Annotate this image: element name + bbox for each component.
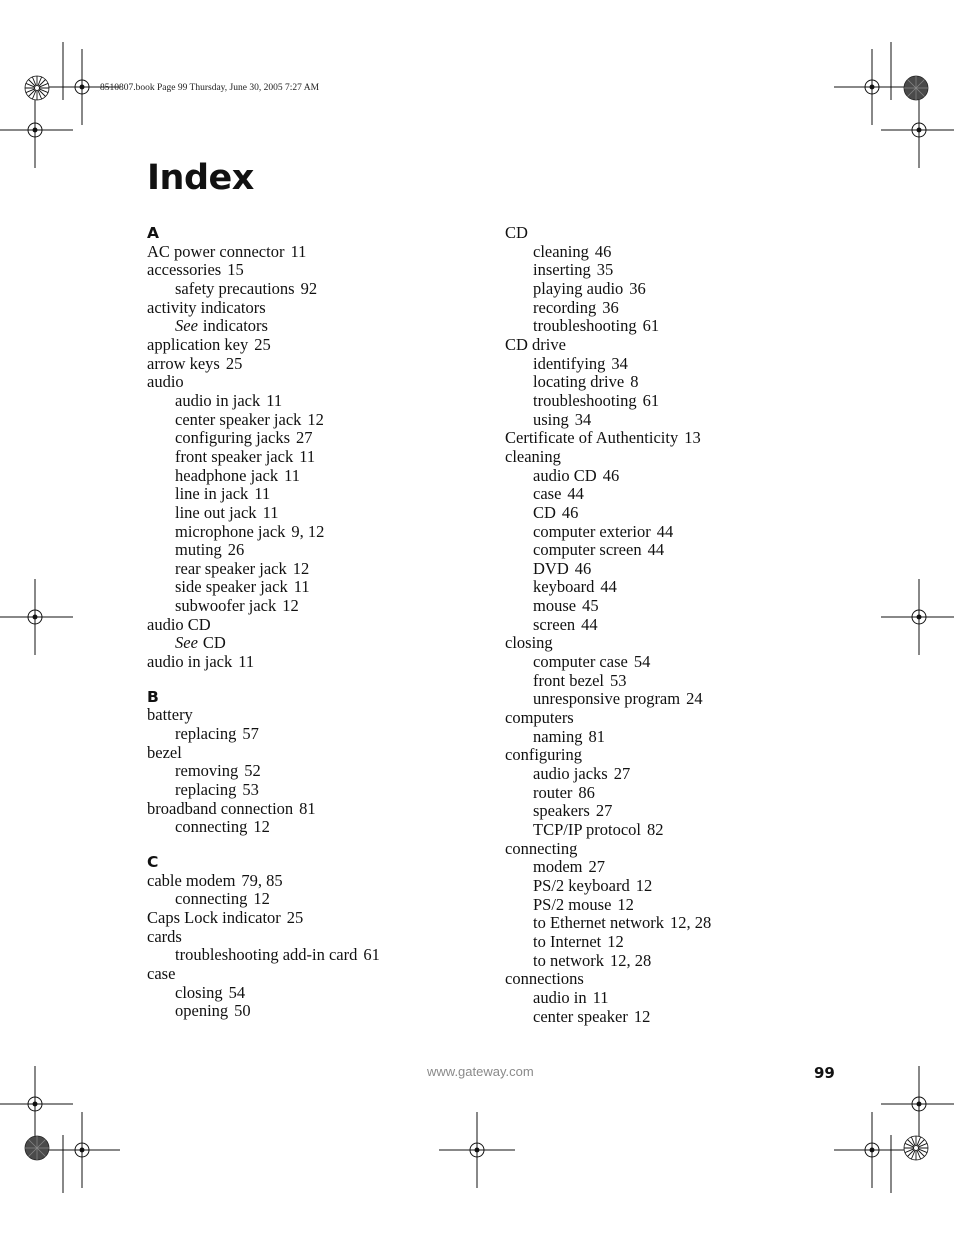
entry-pages: 11: [254, 484, 271, 504]
index-entry: [505, 336, 711, 355]
index-subentry: [505, 653, 711, 672]
index-subentry: [505, 914, 711, 933]
see-target: CD: [202, 633, 226, 653]
index-entry: [147, 872, 380, 891]
entry-pages: 82: [647, 820, 664, 839]
entry-pages: 12: [253, 889, 270, 909]
entry-term: center speaker jack: [175, 409, 302, 429]
index-entry: [147, 355, 380, 374]
entry-pages: 24: [686, 689, 703, 709]
entry-pages: 12: [282, 596, 299, 616]
index-entry: [147, 336, 380, 355]
entry-term: computer case: [533, 652, 628, 672]
entry-pages: 15: [227, 260, 244, 280]
entry-pages: 11: [262, 502, 279, 522]
index-column-right: [505, 224, 711, 1026]
index-letter-heading: C: [147, 853, 159, 871]
entry-term: troubleshooting: [533, 390, 637, 410]
index-subentry: [147, 448, 380, 467]
entry-term: configuring jacks: [175, 428, 291, 448]
entry-term: audio CD: [147, 614, 211, 634]
index-subentry: [147, 523, 380, 542]
entry-term: Caps Lock indicator: [147, 907, 281, 927]
entry-pages: 44: [600, 577, 617, 597]
entry-pages: 54: [228, 982, 246, 1002]
entry-term: accessories: [147, 260, 222, 280]
index-letter-heading: B: [147, 687, 159, 706]
entry-term: safety precautions: [175, 278, 295, 298]
index-subentry: [505, 392, 711, 411]
entry-pages: 12: [635, 875, 653, 895]
entry-term: inserting: [533, 260, 591, 280]
entry-term: CD: [505, 223, 528, 242]
index-subentry: [505, 504, 711, 523]
entry-pages: 45: [582, 596, 599, 616]
index-subentry: [505, 989, 711, 1008]
index-entry: [505, 429, 711, 448]
entry-term: replacing: [175, 780, 237, 800]
entry-pages: 81: [588, 726, 605, 746]
index-entry: [147, 243, 380, 262]
entry-term: arrow keys: [147, 353, 220, 373]
index-subentry: [505, 933, 711, 952]
entry-term: front bezel: [533, 670, 605, 690]
entry-pages: 61: [642, 316, 660, 336]
entry-term: line in jack: [175, 484, 249, 504]
index-entry: [505, 746, 711, 765]
footer-url: www.gateway.com: [427, 1064, 534, 1079]
entry-pages: 57: [242, 724, 259, 744]
index-subentry: [505, 952, 711, 971]
index-subentry: [505, 578, 711, 597]
index-subentry: [147, 818, 380, 837]
entry-pages: 26: [227, 540, 245, 560]
entry-pages: 36: [602, 297, 619, 317]
entry-pages: 34: [574, 409, 592, 429]
index-letter-heading: A: [147, 224, 159, 242]
entry-term: replacing: [175, 724, 237, 744]
index-subentry: [147, 578, 380, 597]
entry-term: audio CD: [533, 465, 597, 485]
entry-term: computer exterior: [533, 521, 651, 541]
entry-pages: 12, 28: [610, 950, 652, 970]
entry-term: Certificate of Authenticity: [505, 428, 679, 448]
see-target: indicators: [202, 316, 268, 336]
entry-pages: 44: [647, 540, 665, 560]
index-subentry: [147, 467, 380, 486]
entry-term: side speaker jack: [175, 577, 288, 597]
entry-term: opening: [175, 1001, 229, 1021]
entry-pages: 35: [596, 260, 614, 280]
entry-term: muting: [175, 540, 222, 560]
index-subentry: [147, 392, 380, 411]
index-subentry: [147, 984, 380, 1003]
index-entry: [505, 709, 711, 728]
index-subentry: [505, 411, 711, 430]
index-entry: [147, 800, 380, 819]
index-entry: [147, 616, 380, 635]
index-entry: [147, 706, 380, 725]
entry-term: recording: [533, 297, 597, 317]
entry-pages: 50: [234, 1001, 251, 1021]
entry-pages: 12: [307, 409, 324, 429]
entry-term: identifying: [533, 353, 606, 373]
entry-pages: 12: [292, 558, 310, 578]
entry-pages: 44: [581, 614, 598, 634]
index-entry: [147, 744, 380, 763]
index-subentry: [505, 672, 711, 691]
entry-term: to Internet: [533, 931, 602, 951]
index-subentry: [505, 541, 711, 560]
index-subentry: [505, 690, 711, 709]
entry-pages: 61: [363, 945, 380, 965]
entry-term: center speaker: [533, 1006, 628, 1026]
entry-term: audio in jack: [175, 390, 261, 410]
entry-pages: 11: [238, 652, 255, 672]
entry-term: modem: [533, 857, 583, 877]
index-subentry: [505, 355, 711, 374]
index-entry: [505, 970, 711, 989]
entry-pages: 53: [610, 670, 627, 690]
index-subentry: [147, 485, 380, 504]
entry-term: CD drive: [505, 334, 566, 354]
index-subentry: [505, 597, 711, 616]
entry-term: troubleshooting: [533, 316, 637, 336]
entry-pages: 46: [574, 558, 592, 578]
entry-term: naming: [533, 726, 583, 746]
index-entry: [147, 653, 380, 672]
entry-pages: 34: [611, 353, 628, 373]
see-label: See: [175, 316, 198, 336]
entry-pages: 13: [684, 428, 701, 448]
entry-term: line out jack: [175, 502, 257, 522]
entry-pages: 27: [595, 801, 613, 821]
index-subentry: [505, 616, 711, 635]
entry-term: TCP/IP protocol: [533, 820, 642, 839]
entry-term: DVD: [533, 558, 569, 578]
index-subentry: [147, 781, 380, 800]
entry-term: troubleshooting add-in card: [175, 945, 358, 965]
index-subentry: [505, 280, 711, 299]
index-subentry: [505, 523, 711, 542]
entry-pages: 11: [299, 446, 316, 466]
entry-term: application key: [147, 334, 249, 354]
index-subentry: [147, 541, 380, 560]
entry-pages: 25: [225, 353, 243, 373]
entry-term: audio: [147, 372, 184, 392]
entry-term: router: [533, 782, 573, 802]
entry-pages: 44: [656, 521, 674, 541]
entry-term: keyboard: [533, 577, 595, 597]
entry-term: closing: [175, 982, 223, 1002]
entry-pages: 12: [253, 817, 270, 837]
entry-pages: 46: [561, 502, 579, 522]
index-subentry: [147, 890, 380, 909]
index-subentry: [505, 243, 711, 262]
print-slug: 8510807.book Page 99 Thursday, June 30, 2005 7:27 AM: [100, 83, 320, 93]
index-entry: [147, 299, 380, 318]
index-entry: [147, 373, 380, 392]
entry-term: audio in: [533, 987, 587, 1007]
entry-term: front speaker jack: [175, 446, 294, 466]
entry-pages: 11: [290, 241, 307, 261]
entry-term: to Ethernet network: [533, 913, 665, 933]
entry-term: computer screen: [533, 540, 642, 560]
entry-term: activity indicators: [147, 297, 266, 317]
index-subentry: [147, 762, 380, 781]
page-title: Index: [147, 158, 254, 198]
index-see-reference: [147, 634, 380, 653]
entry-term: connecting: [175, 889, 248, 909]
entry-term: locating drive: [533, 372, 625, 392]
entry-pages: 44: [567, 484, 584, 504]
index-entry: [505, 840, 711, 859]
index-entry: [147, 909, 380, 928]
entry-pages: 9, 12: [291, 521, 325, 541]
index-subentry: [147, 280, 380, 299]
index-subentry: [147, 597, 380, 616]
entry-term: headphone jack: [175, 465, 279, 485]
index-subentry: [505, 765, 711, 784]
entry-pages: 54: [633, 652, 651, 672]
entry-pages: 25: [254, 334, 271, 354]
entry-pages: 27: [296, 428, 313, 448]
index-subentry: [505, 728, 711, 747]
entry-pages: 11: [284, 465, 300, 485]
entry-term: connections: [505, 969, 584, 989]
entry-term: computers: [505, 708, 574, 728]
entry-pages: 61: [642, 390, 660, 410]
index-subentry: [147, 1002, 380, 1021]
entry-term: PS/2 mouse: [533, 894, 612, 914]
index-entry: [147, 965, 380, 984]
entry-pages: 8: [630, 372, 639, 392]
entry-pages: 52: [244, 761, 261, 781]
see-label: See: [175, 633, 198, 653]
entry-term: microphone jack: [175, 521, 286, 541]
index-subentry: [147, 411, 380, 430]
entry-pages: 25: [286, 907, 304, 927]
entry-term: CD: [533, 502, 556, 522]
entry-pages: 12: [633, 1006, 651, 1026]
entry-term: unresponsive program: [533, 689, 681, 709]
entry-pages: 81: [299, 798, 316, 818]
index-subentry: [505, 317, 711, 336]
entry-term: bezel: [147, 742, 182, 762]
index-subentry: [505, 784, 711, 803]
entry-term: screen: [533, 614, 576, 634]
entry-pages: 12: [607, 931, 624, 951]
index-subentry: [505, 261, 711, 280]
index-subentry: [147, 946, 380, 965]
entry-pages: 12, 28: [670, 913, 712, 933]
entry-term: cards: [147, 926, 182, 946]
entry-pages: 46: [602, 465, 620, 485]
index-subentry: [505, 858, 711, 877]
index-subentry: [147, 560, 380, 579]
index-subentry: [505, 299, 711, 318]
entry-term: using: [533, 409, 569, 429]
entry-pages: 12: [617, 894, 634, 914]
entry-term: speakers: [533, 801, 590, 821]
index-subentry: [147, 725, 380, 744]
index-subentry: [505, 485, 711, 504]
entry-term: AC power connector: [147, 241, 285, 261]
entry-term: mouse: [533, 596, 577, 616]
index-subentry: [147, 429, 380, 448]
index-subentry: [505, 896, 711, 915]
entry-term: audio jacks: [533, 764, 608, 784]
entry-pages: 92: [300, 278, 318, 298]
entry-term: cleaning: [505, 446, 561, 466]
entry-term: cleaning: [533, 241, 589, 261]
entry-pages: 46: [594, 241, 612, 261]
index-subentry: [505, 373, 711, 392]
index-entry: [505, 224, 711, 243]
entry-term: case: [147, 963, 176, 983]
entry-pages: 11: [293, 577, 310, 597]
entry-term: connecting: [505, 838, 578, 858]
index-subentry: [505, 467, 711, 486]
index-subentry: [505, 877, 711, 896]
entry-pages: 27: [613, 764, 631, 784]
entry-term: cable modem: [147, 870, 236, 890]
page-number: 99: [814, 1064, 835, 1082]
entry-term: playing audio: [533, 278, 624, 298]
entry-term: removing: [175, 761, 239, 781]
entry-pages: 27: [588, 857, 605, 877]
entry-term: to network: [533, 950, 605, 970]
entry-term: rear speaker jack: [175, 558, 287, 578]
index-see-reference: [147, 317, 380, 336]
index-entry: [147, 261, 380, 280]
entry-term: closing: [505, 633, 553, 653]
index-column-left: [147, 224, 380, 1021]
index-subentry: [505, 802, 711, 821]
entry-pages: 36: [629, 278, 646, 298]
entry-pages: 11: [266, 390, 283, 410]
index-entry: [505, 448, 711, 467]
entry-term: audio in jack: [147, 652, 233, 672]
index-entry: [147, 928, 380, 947]
index-subentry: [505, 821, 711, 840]
index-subentry: [505, 560, 711, 579]
entry-pages: 86: [578, 782, 595, 802]
section-spacer: [147, 672, 380, 688]
entry-pages: 53: [242, 780, 259, 800]
section-spacer: [147, 837, 380, 853]
entry-term: broadband connection: [147, 798, 294, 818]
entry-term: connecting: [175, 817, 248, 837]
entry-term: PS/2 keyboard: [533, 875, 630, 895]
entry-pages: 79, 85: [241, 870, 283, 890]
index-entry: [505, 634, 711, 653]
entry-pages: 11: [592, 987, 609, 1007]
entry-term: subwoofer jack: [175, 596, 277, 616]
index-subentry: [147, 504, 380, 523]
index-subentry: [505, 1008, 711, 1027]
entry-term: battery: [147, 705, 193, 725]
entry-term: case: [533, 484, 562, 504]
entry-term: configuring: [505, 745, 582, 765]
